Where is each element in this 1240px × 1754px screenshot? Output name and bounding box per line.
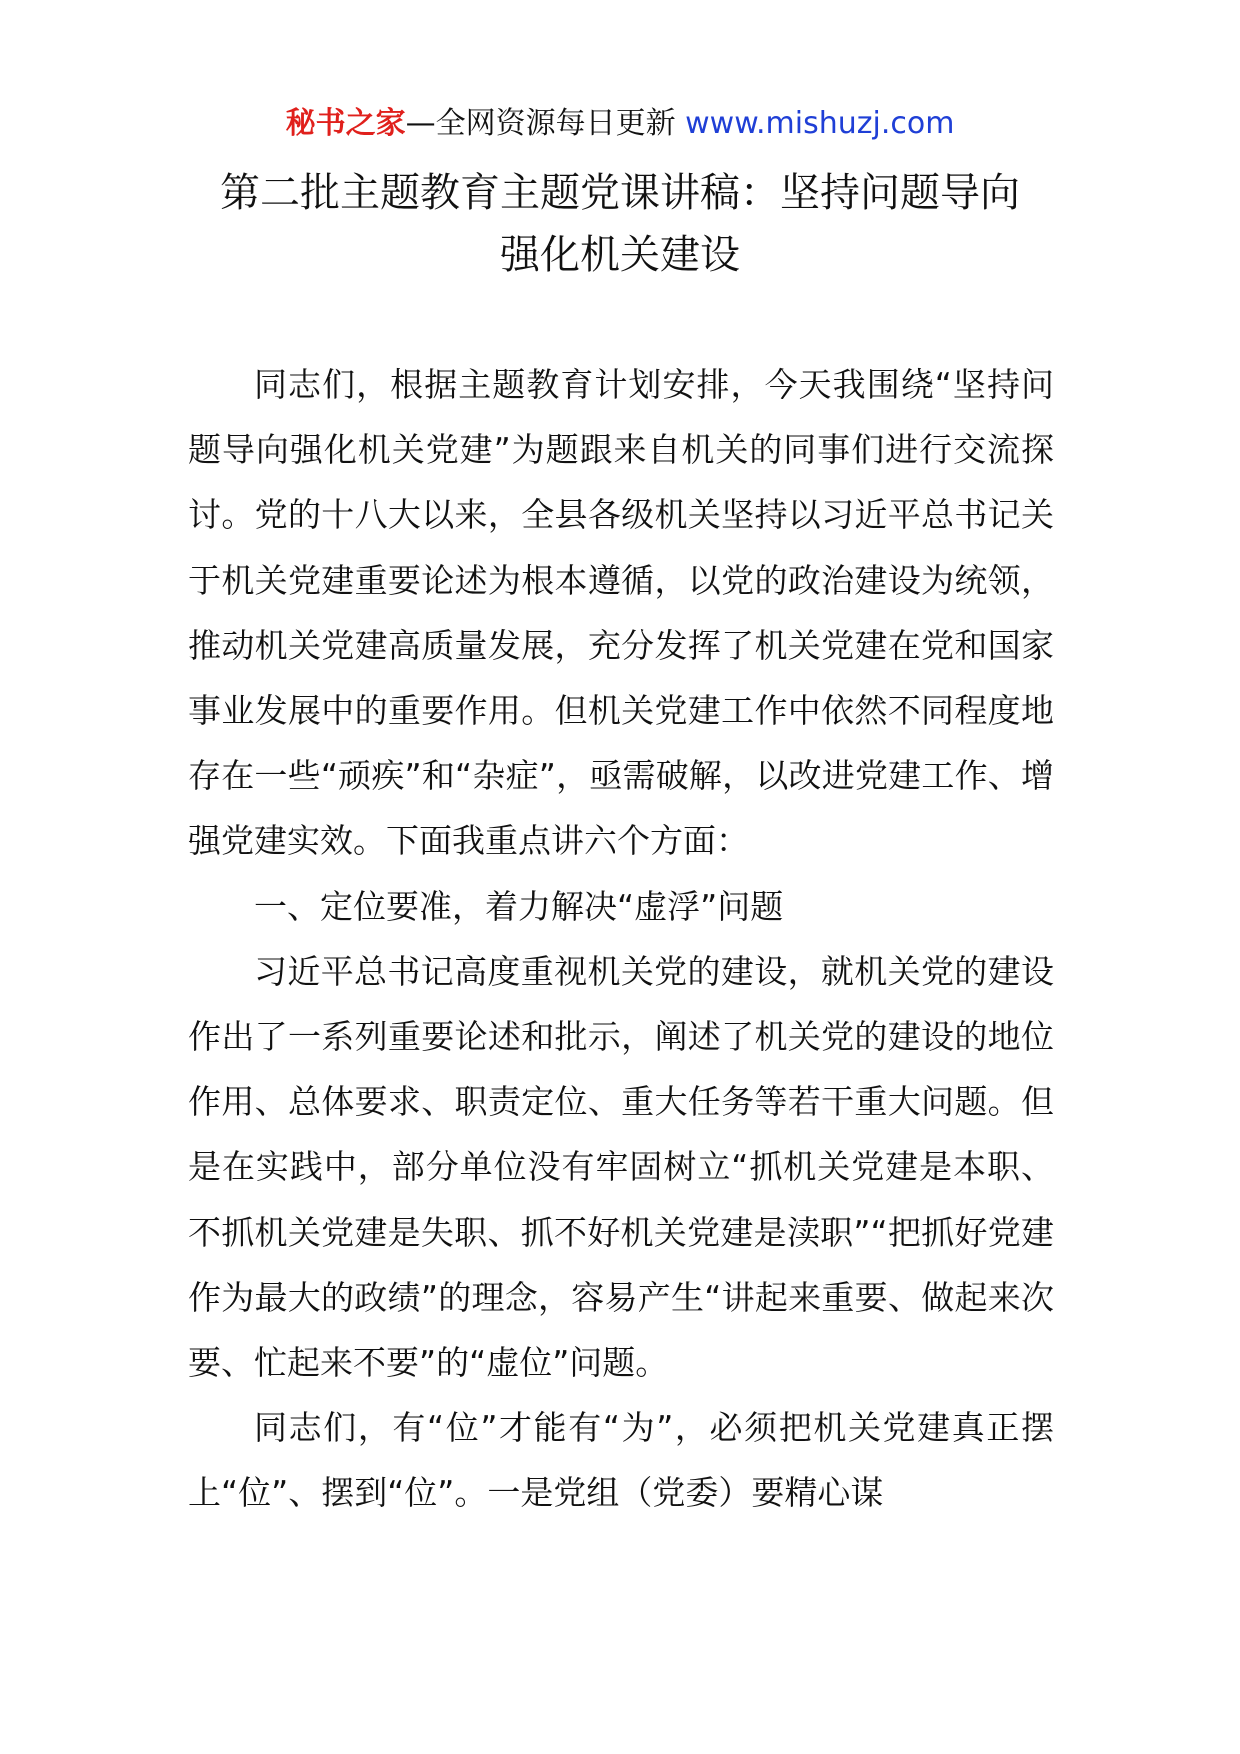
- document-body: [188, 352, 1054, 1526]
- document-title: [160, 162, 1080, 286]
- section-heading-1: 一、定位要准，着力解决“虚浮”问题: [254, 886, 784, 926]
- title-line-2: 强化机关建设: [500, 232, 740, 278]
- header-slogan: 全网资源每日更新: [435, 106, 686, 141]
- header-banner: [0, 100, 1240, 148]
- header-dash: —: [405, 106, 436, 141]
- body-paragraph: 同志们，有“位”才能有“为”，必须把机关党建真正摆上“位”、摆到“位”。一是党组（党委）要精心谋: [188, 1408, 1054, 1513]
- website-link[interactable]: www.mishuzj.com: [685, 106, 955, 141]
- title-line-1: 第二批主题教育主题党课讲稿：坚持问题导向: [220, 170, 1020, 216]
- intro-paragraph: 同志们，根据主题教育计划安排，今天我围绕“坚持问题导向强化机关党建”为题跟来自机关的同事们进行交流探讨。党的十八大以来，全县各级机关坚持以习近平总书记关于机关党建重要论述为根本遵循，以党的政治建设为统领，推动机关党建高质量发展，充分发挥了机关党建在党和国家事业发展中的重要作用。但机关党建工作中依然不同程度地存在一些“顽疾”和“杂症”，亟需破解，以改进党建工作、增强党建实效。下面我重点讲六个方面：: [188, 365, 1054, 861]
- brand-name: 秘书之家: [285, 106, 406, 141]
- body-paragraph: 习近平总书记高度重视机关党的建设，就机关党的建设作出了一系列重要论述和批示，阐述了机关党的建设的地位作用、总体要求、职责定位、重大任务等若干重大问题。但是在实践中，部分单位没有牢固树立“抓机关党建是本职、不抓机关党建是失职、抓不好机关党建是渎职”“把抓好党建作为最大的政绩”的理念，容易产生“讲起来重要、做起来次要、忙起来不要”的“虚位”问题。: [188, 951, 1054, 1383]
